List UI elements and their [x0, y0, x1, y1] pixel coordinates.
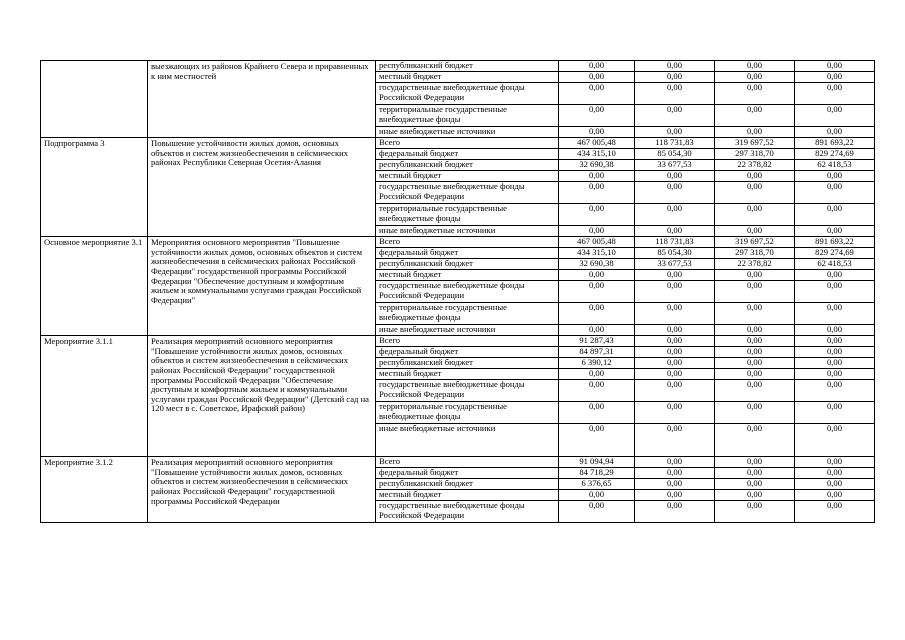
amount-cell: 0,00 [635, 105, 715, 127]
amount-cell: 0,00 [795, 336, 875, 347]
amount-cell: 0,00 [559, 83, 635, 105]
amount-cell: 0,00 [715, 369, 795, 380]
amount-cell: 0,00 [559, 281, 635, 303]
amount-cell: 0,00 [795, 270, 875, 281]
amount-cell: 0,00 [635, 325, 715, 336]
amount-cell: 22 378,82 [715, 259, 795, 270]
funding-source-cell: территориальные государственные внебюджетные фонды [376, 402, 559, 424]
amount-cell: 0,00 [795, 468, 875, 479]
amount-cell: 0,00 [715, 171, 795, 182]
funding-source-cell: иные внебюджетные источники [376, 424, 559, 457]
funding-source-cell: федеральный бюджет [376, 149, 559, 160]
amount-cell: 85 054,30 [635, 149, 715, 160]
amount-cell: 0,00 [635, 303, 715, 325]
program-description-cell: Реализация мероприятий основного мероприятия "Повышение устойчивости жилых домов, основных объектов и систем жизнеобеспечения в сейсмических районах Российской Федерации" государственной программы Российской Федерации [148, 457, 376, 523]
amount-cell: 0,00 [635, 347, 715, 358]
amount-cell: 0,00 [795, 380, 875, 402]
amount-cell: 434 315,10 [559, 149, 635, 160]
funding-source-cell: федеральный бюджет [376, 248, 559, 259]
amount-cell: 0,00 [715, 105, 795, 127]
table-body [41, 61, 875, 523]
amount-cell: 0,00 [635, 369, 715, 380]
amount-cell: 0,00 [795, 402, 875, 424]
amount-cell: 434 315,10 [559, 248, 635, 259]
amount-cell: 0,00 [559, 72, 635, 83]
amount-cell: 0,00 [795, 83, 875, 105]
amount-cell: 0,00 [715, 281, 795, 303]
amount-cell: 0,00 [715, 380, 795, 402]
amount-cell: 0,00 [559, 380, 635, 402]
amount-cell: 0,00 [559, 61, 635, 72]
amount-cell: 0,00 [559, 204, 635, 226]
program-description-cell: Мероприятия основного мероприятия "Повышение устойчивости жилых домов, основных объектов и систем жизнеобеспечения в сейсмических районах Российской Федерации" государственной программы Российской Федерации "Обеспечение доступным и комфортным жильем и коммунальными услугами граждан Российской Федерации" [148, 237, 376, 336]
table-row [41, 457, 875, 468]
amount-cell: 829 274,69 [795, 149, 875, 160]
amount-cell: 0,00 [795, 325, 875, 336]
amount-cell: 32 690,38 [559, 160, 635, 171]
funding-source-cell: республиканский бюджет [376, 479, 559, 490]
amount-cell: 0,00 [715, 358, 795, 369]
amount-cell: 467 005,48 [559, 138, 635, 149]
amount-cell: 0,00 [559, 369, 635, 380]
funding-table [40, 60, 875, 523]
amount-cell: 0,00 [635, 281, 715, 303]
amount-cell: 0,00 [795, 72, 875, 83]
amount-cell: 0,00 [715, 325, 795, 336]
funding-source-cell: государственные внебюджетные фонды Российской Федерации [376, 501, 559, 523]
amount-cell: 0,00 [715, 402, 795, 424]
amount-cell: 0,00 [635, 171, 715, 182]
funding-source-cell: местный бюджет [376, 171, 559, 182]
amount-cell: 0,00 [795, 457, 875, 468]
amount-cell: 0,00 [715, 72, 795, 83]
funding-source-cell: государственные внебюджетные фонды Российской Федерации [376, 182, 559, 204]
amount-cell: 0,00 [795, 479, 875, 490]
amount-cell: 0,00 [795, 105, 875, 127]
program-description-cell: выезжающих из районов Крайнего Севера и приравненных к ним местностей [148, 61, 376, 138]
funding-source-cell: иные внебюджетные источники [376, 127, 559, 138]
funding-source-cell: территориальные государственные внебюджетные фонды [376, 105, 559, 127]
amount-cell: 0,00 [715, 457, 795, 468]
amount-cell: 0,00 [635, 402, 715, 424]
amount-cell: 319 697,52 [715, 237, 795, 248]
funding-source-cell: местный бюджет [376, 270, 559, 281]
funding-source-cell: республиканский бюджет [376, 61, 559, 72]
funding-source-cell: Всего [376, 237, 559, 248]
amount-cell: 0,00 [559, 424, 635, 457]
amount-cell: 62 418,53 [795, 259, 875, 270]
amount-cell: 0,00 [635, 358, 715, 369]
funding-source-cell: территориальные государственные внебюджетные фонды [376, 204, 559, 226]
amount-cell: 0,00 [635, 468, 715, 479]
amount-cell: 118 731,83 [635, 237, 715, 248]
amount-cell: 0,00 [795, 171, 875, 182]
amount-cell: 891 693,22 [795, 237, 875, 248]
funding-source-cell: местный бюджет [376, 490, 559, 501]
amount-cell: 33 677,53 [635, 259, 715, 270]
amount-cell: 91 094,94 [559, 457, 635, 468]
amount-cell: 118 731,83 [635, 138, 715, 149]
program-description-cell: Реализация мероприятий основного мероприятия "Повышение устойчивости жилых домов, основных объектов и систем жизнеобеспечения в сейсмических районах Российской Федерации" государственной программы Российской Федерации "Обеспечение доступным и комфортным жильем и коммунальными услугами граждан Российской Федерации" (Детский сад на 120 мест в с. Советское, Ирафский район) [148, 336, 376, 457]
amount-cell: 0,00 [559, 127, 635, 138]
amount-cell: 0,00 [715, 479, 795, 490]
funding-source-cell: государственные внебюджетные фонды Российской Федерации [376, 281, 559, 303]
amount-cell: 0,00 [795, 61, 875, 72]
funding-source-cell: Всего [376, 457, 559, 468]
program-name-cell: Подпрограмма 3 [41, 138, 148, 237]
program-name-cell [41, 61, 148, 138]
table-row [41, 336, 875, 347]
amount-cell: 0,00 [715, 347, 795, 358]
amount-cell: 0,00 [559, 490, 635, 501]
amount-cell: 0,00 [715, 270, 795, 281]
amount-cell: 0,00 [715, 61, 795, 72]
amount-cell: 0,00 [795, 369, 875, 380]
funding-source-cell: территориальные государственные внебюджетные фонды [376, 303, 559, 325]
amount-cell: 0,00 [715, 182, 795, 204]
amount-cell: 0,00 [559, 226, 635, 237]
amount-cell: 85 054,30 [635, 248, 715, 259]
amount-cell: 0,00 [715, 336, 795, 347]
amount-cell: 0,00 [559, 325, 635, 336]
program-name-cell: Мероприятие 3.1.2 [41, 457, 148, 523]
amount-cell: 297 318,70 [715, 149, 795, 160]
amount-cell: 0,00 [715, 468, 795, 479]
amount-cell: 829 274,69 [795, 248, 875, 259]
program-description-cell: Повышение устойчивости жилых домов, основных объектов и систем жизнеобеспечения в сейсмических районах Республики Северная Осетия-Алания [148, 138, 376, 237]
amount-cell: 0,00 [635, 204, 715, 226]
amount-cell: 0,00 [795, 204, 875, 226]
table-row [41, 61, 875, 72]
amount-cell: 0,00 [559, 303, 635, 325]
amount-cell: 0,00 [795, 424, 875, 457]
amount-cell: 0,00 [635, 127, 715, 138]
funding-source-cell: местный бюджет [376, 72, 559, 83]
amount-cell: 0,00 [715, 83, 795, 105]
program-name-cell: Основное мероприятие 3.1 [41, 237, 148, 336]
amount-cell: 0,00 [795, 127, 875, 138]
amount-cell: 0,00 [795, 303, 875, 325]
amount-cell: 0,00 [635, 479, 715, 490]
program-name-cell: Мероприятие 3.1.1 [41, 336, 148, 457]
amount-cell: 0,00 [559, 270, 635, 281]
funding-source-cell: государственные внебюджетные фонды Российской Федерации [376, 380, 559, 402]
amount-cell: 0,00 [559, 182, 635, 204]
amount-cell: 0,00 [715, 501, 795, 523]
amount-cell: 0,00 [559, 501, 635, 523]
amount-cell: 0,00 [635, 457, 715, 468]
amount-cell: 91 287,43 [559, 336, 635, 347]
funding-source-cell: местный бюджет [376, 369, 559, 380]
amount-cell: 0,00 [559, 171, 635, 182]
amount-cell: 0,00 [715, 303, 795, 325]
amount-cell: 319 697,52 [715, 138, 795, 149]
amount-cell: 467 005,48 [559, 237, 635, 248]
amount-cell: 84 897,31 [559, 347, 635, 358]
amount-cell: 84 718,29 [559, 468, 635, 479]
amount-cell: 0,00 [635, 270, 715, 281]
amount-cell: 0,00 [715, 127, 795, 138]
amount-cell: 0,00 [715, 204, 795, 226]
table-row [41, 237, 875, 248]
amount-cell: 0,00 [715, 226, 795, 237]
funding-source-cell: республиканский бюджет [376, 259, 559, 270]
amount-cell: 6 390,12 [559, 358, 635, 369]
amount-cell: 0,00 [635, 424, 715, 457]
amount-cell: 32 690,38 [559, 259, 635, 270]
amount-cell: 0,00 [635, 72, 715, 83]
amount-cell: 0,00 [559, 402, 635, 424]
amount-cell: 6 376,65 [559, 479, 635, 490]
amount-cell: 891 693,22 [795, 138, 875, 149]
amount-cell: 0,00 [795, 501, 875, 523]
table-row [41, 138, 875, 149]
funding-source-cell: Всего [376, 138, 559, 149]
amount-cell: 62 418,53 [795, 160, 875, 171]
amount-cell: 0,00 [795, 182, 875, 204]
funding-source-cell: федеральный бюджет [376, 347, 559, 358]
amount-cell: 0,00 [635, 226, 715, 237]
amount-cell: 0,00 [635, 336, 715, 347]
funding-source-cell: иные внебюджетные источники [376, 226, 559, 237]
amount-cell: 0,00 [715, 424, 795, 457]
amount-cell: 0,00 [559, 105, 635, 127]
amount-cell: 0,00 [795, 226, 875, 237]
amount-cell: 0,00 [795, 347, 875, 358]
amount-cell: 0,00 [635, 83, 715, 105]
amount-cell: 0,00 [635, 182, 715, 204]
amount-cell: 22 378,82 [715, 160, 795, 171]
funding-source-cell: федеральный бюджет [376, 468, 559, 479]
amount-cell: 0,00 [635, 490, 715, 501]
funding-source-cell: республиканский бюджет [376, 358, 559, 369]
amount-cell: 0,00 [795, 358, 875, 369]
amount-cell: 297 318,70 [715, 248, 795, 259]
amount-cell: 33 677,53 [635, 160, 715, 171]
funding-source-cell: иные внебюджетные источники [376, 325, 559, 336]
amount-cell: 0,00 [795, 281, 875, 303]
amount-cell: 0,00 [635, 380, 715, 402]
funding-source-cell: Всего [376, 336, 559, 347]
amount-cell: 0,00 [795, 490, 875, 501]
funding-source-cell: государственные внебюджетные фонды Российской Федерации [376, 83, 559, 105]
amount-cell: 0,00 [635, 501, 715, 523]
amount-cell: 0,00 [715, 490, 795, 501]
amount-cell: 0,00 [635, 61, 715, 72]
funding-source-cell: республиканский бюджет [376, 160, 559, 171]
